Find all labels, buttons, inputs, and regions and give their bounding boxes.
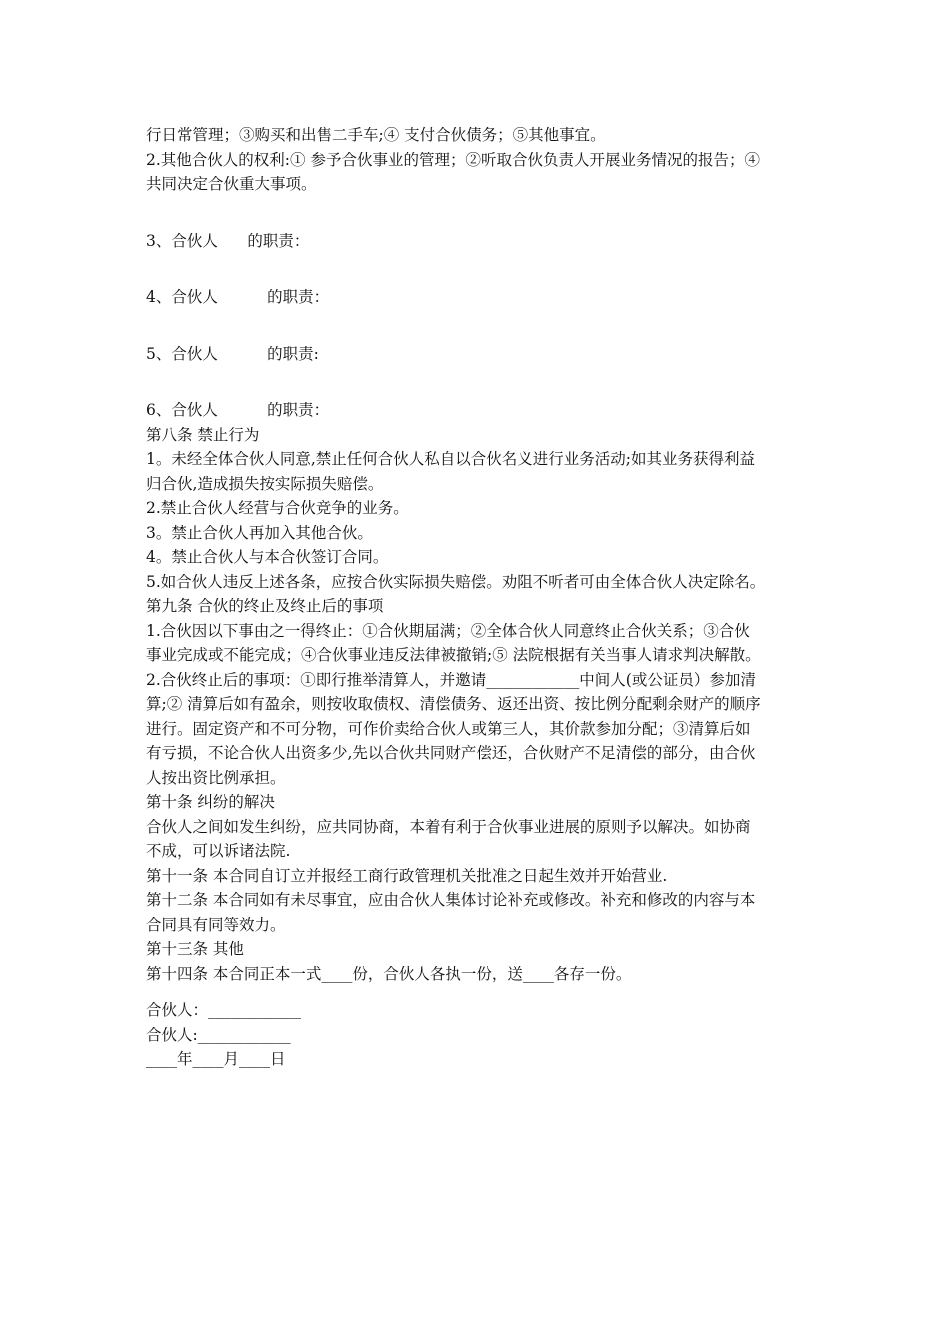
text-line: 不成，可以诉诸法院. [146, 842, 291, 860]
document-page [146, 123, 818, 1072]
spacer [146, 986, 818, 998]
text-line: 1.合伙因以下事由之一得终止：①合伙期届满；②全体合伙人同意终止合伙关系；③合伙 [146, 621, 750, 640]
section-heading: 第十四条 本合同正本一式____份，合伙人各执一份，送____各存一份。 [146, 964, 632, 983]
text-line: 合同具有同等效力。 [146, 915, 286, 934]
section-heading: 第八条 禁止行为 [146, 425, 260, 444]
text-line: 合伙人之间如发生纠纷，应共同协商，本着有利于合伙事业进展的原则予以解决。如协商 [146, 817, 751, 836]
text-line: 事业完成或不能完成；④合伙事业违反法律被撤销;⑤ 法院根据有关当事人请求判决解散。 [146, 646, 761, 664]
text-line: 归合伙,造成损失按实际损失赔偿。 [146, 474, 384, 493]
duty-line-4: 4、合伙人 的职责： [146, 288, 330, 306]
spacer [146, 310, 818, 342]
text-line: 3。禁止合伙人再加入其他合伙。 [146, 523, 373, 542]
text-line: 2.其他合伙人的权利:① 参予合伙事业的管理；②听取合伙负责人开展业务情况的报告；④ [146, 150, 760, 169]
section-heading: 第十三条 其他 [146, 940, 244, 958]
text-line: 4。禁止合伙人与本合伙签订合同。 [146, 548, 389, 566]
text-line: 行日常管理；③购买和出售二手车;④ 支付合伙债务；⑤其他事宜。 [146, 126, 606, 144]
text-line: 1。未经全体合伙人同意,禁止任何合伙人私自以合伙名义进行业务活动;如其业务获得利益 [146, 450, 756, 468]
text-line: 5.如合伙人违反上述各条，应按合伙实际损失赔偿。劝阻不听者可由全体合伙人决定除名。 [146, 572, 766, 591]
text-line: 2.禁止合伙人经营与合伙竞争的业务。 [146, 499, 409, 517]
section-heading: 第十二条 本合同如有未尽事宜，应由合伙人集体讨论补充或修改。补充和修改的内容与本 [146, 891, 756, 909]
duty-line-3: 3、合伙人 的职责： [146, 231, 310, 250]
section-heading: 第九条 合伙的终止及终止后的事项 [146, 597, 384, 615]
spacer [146, 197, 818, 229]
signature-partner-2: 合伙人:____________ [146, 1025, 291, 1044]
spacer [146, 253, 818, 285]
duty-line-6: 6、合伙人 的职责： [146, 401, 330, 419]
spacer [146, 366, 818, 398]
text-line: 算;② 清算后如有盈余，则按收取债权、清偿债务、返还出资、按比例分配剩余财产的顺序 [146, 695, 761, 713]
text-line: 进行。固定资产和不可分物，可作价卖给合伙人或第三人，其价款参加分配；③清算后如 [146, 719, 751, 738]
signature-partner-1: 合伙人：____________ [146, 1001, 302, 1019]
section-heading: 第十一条 本合同自订立并报经工商行政管理机关批准之日起生效并开始营业. [146, 866, 668, 885]
signature-date: ____年____月____日 [146, 1050, 286, 1068]
duty-line-5: 5、合伙人 的职责: [146, 344, 319, 363]
section-heading: 第十条 纠纷的解决 [146, 793, 275, 811]
text-line: 共同决定合伙重大事项。 [146, 175, 317, 193]
text-line: 有亏损，不论合伙人出资多少,先以合伙共同财产偿还，合伙财产不足清偿的部分，由合伙 [146, 744, 756, 762]
text-line: 人按出资比例承担。 [146, 768, 286, 787]
text-line: 2.合伙终止后的事项：①即行推举清算人，并邀请____________中间人(或公证员）参加清 [146, 670, 756, 689]
